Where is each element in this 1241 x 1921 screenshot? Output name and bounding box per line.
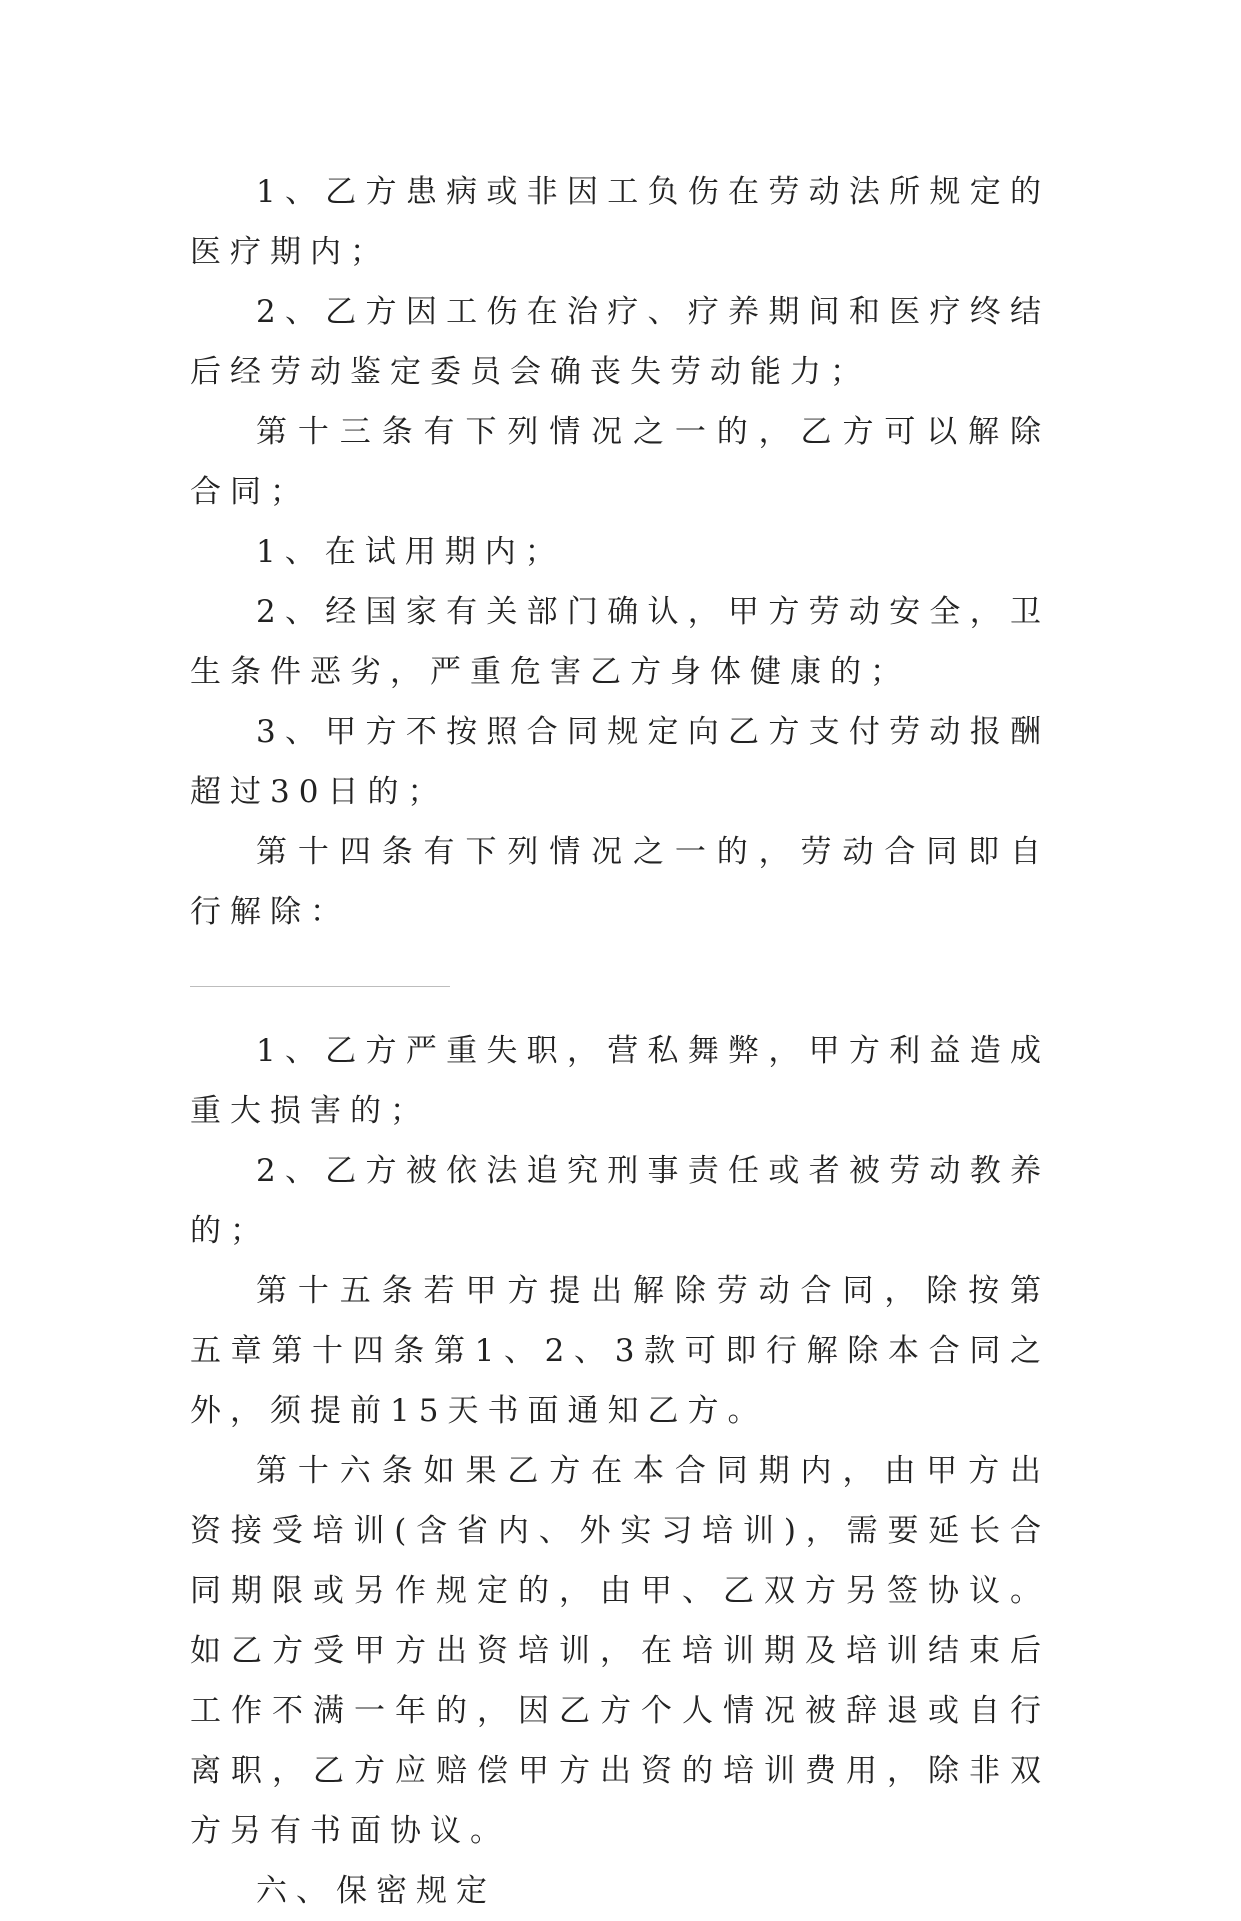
clause-unpaid-wages: 3、甲方不按照合同规定向乙方支付劳动报酬超过30日的；	[190, 714, 1050, 810]
clause-work-injury: 2、乙方因工伤在治疗、疗养期间和医疗终结后经劳动鉴定委员会确丧失劳动能力；	[190, 294, 1050, 390]
section-6-heading: 六、保密规定	[256, 1873, 496, 1909]
article-13-heading: 第十三条有下列情况之一的，乙方可以解除合同；	[190, 414, 1050, 510]
document-body	[190, 162, 1050, 1921]
article-16: 第十六条如果乙方在本合同期内，由甲方出资接受培训(含省内、外实习培训)，需要延长合同期限或另作规定的，由甲、乙双方另签协议。如乙方受甲方出资培训，在培训期及培训结束后工作不满一年的，因乙方个人情况被辞退或自行离职，乙方应赔偿甲方出资的培训费用，除非双方另有书面协议。	[190, 1453, 1050, 1849]
clause-misconduct: 1、乙方严重失职，营私舞弊，甲方利益造成重大损害的；	[190, 1033, 1050, 1129]
section-divider	[190, 986, 450, 987]
clause-unsafe-conditions: 2、经国家有关部门确认，甲方劳动安全，卫生条件恶劣，严重危害乙方身体健康的；	[190, 594, 1050, 690]
clause-probation: 1、在试用期内；	[256, 534, 565, 570]
clause-medical-period: 1、乙方患病或非因工负伤在劳动法所规定的医疗期内；	[190, 174, 1050, 270]
clause-criminal-liability: 2、乙方被依法追究刑事责任或者被劳动教养的；	[190, 1153, 1050, 1249]
article-14-heading: 第十四条有下列情况之一的，劳动合同即自行解除：	[190, 834, 1050, 930]
article-15: 第十五条若甲方提出解除劳动合同，除按第五章第十四条第1、2、3款可即行解除本合同之外，须提前15天书面通知乙方。	[190, 1273, 1050, 1429]
